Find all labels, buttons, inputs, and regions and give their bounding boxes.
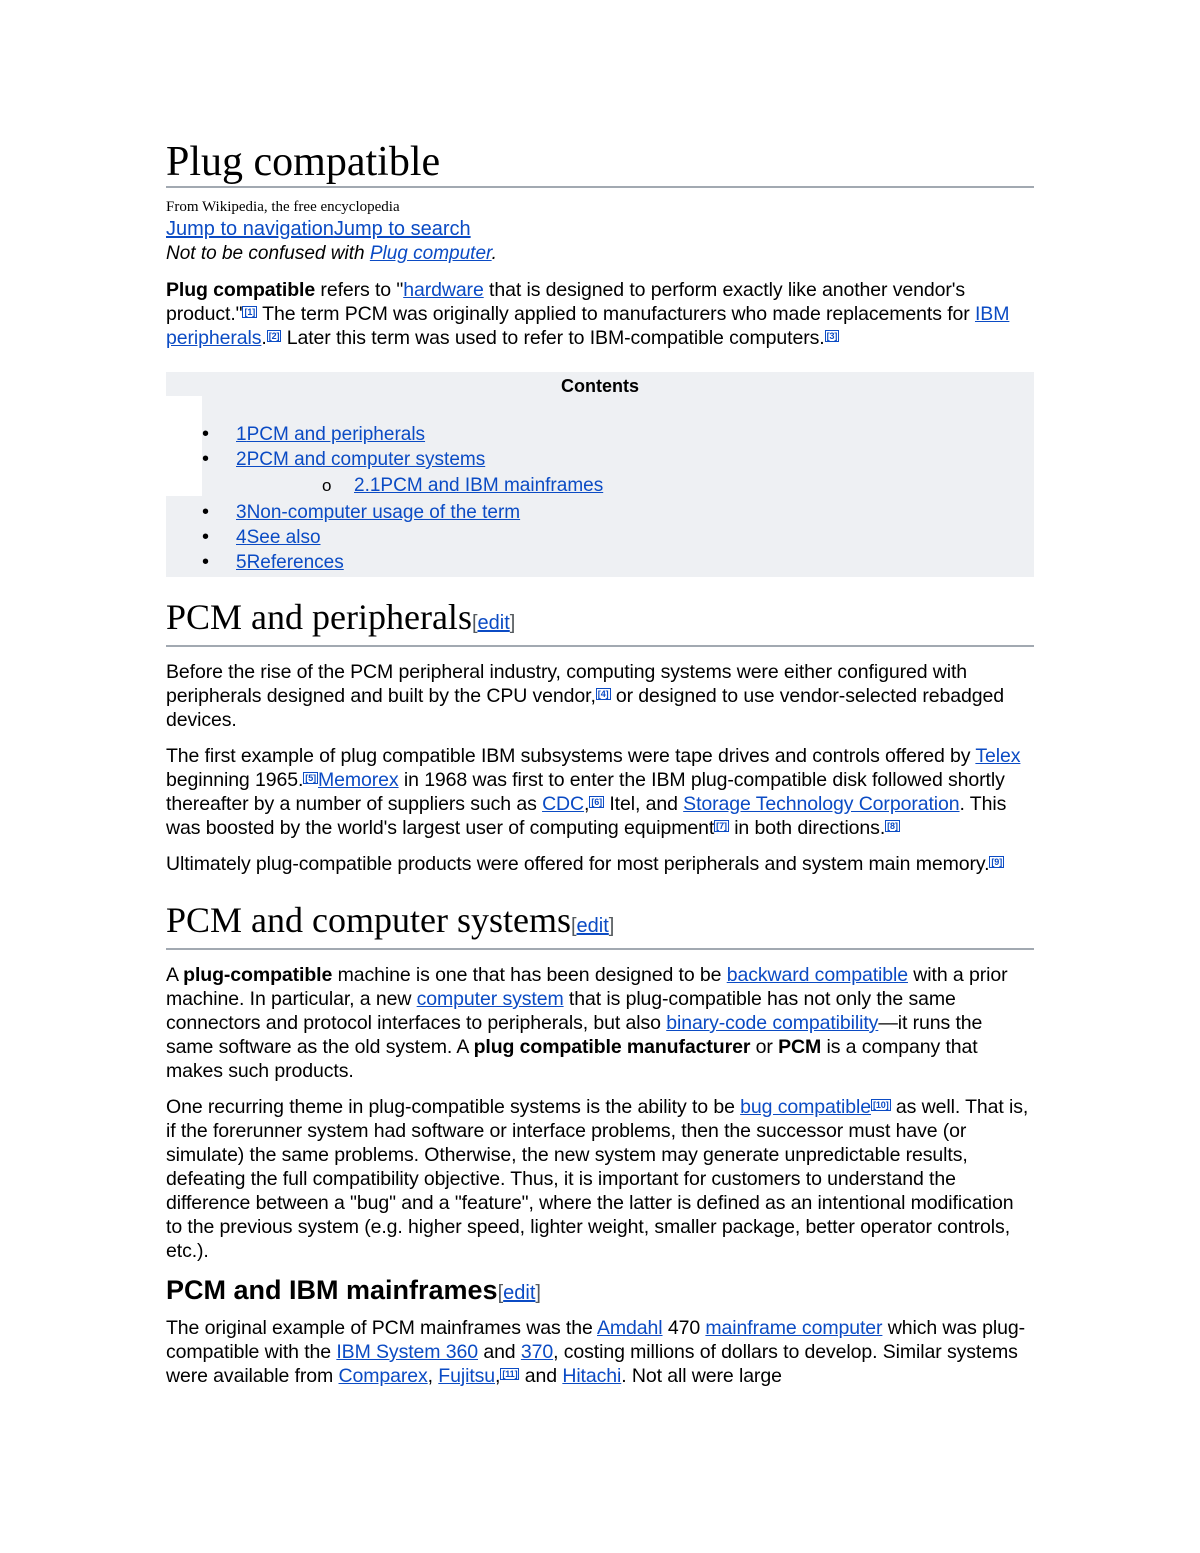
citation-label: [1] — [244, 307, 256, 317]
citation-4[interactable] — [596, 689, 611, 699]
text: or — [750, 1036, 779, 1058]
toc-number: 3 — [236, 502, 247, 523]
telex-link[interactable]: Telex — [975, 745, 1021, 767]
text: A — [166, 964, 184, 986]
mainframe-computer-link[interactable]: mainframe computer — [705, 1317, 883, 1339]
text: and — [519, 1365, 563, 1387]
cdc-link[interactable]: CDC — [542, 793, 585, 815]
toc-item-4 — [166, 525, 1034, 550]
jump-links — [166, 216, 1034, 242]
text: , costing millions of dollars to develop. Similar systems were available from — [166, 1341, 1018, 1387]
toc-link-ibm-mainframes[interactable] — [354, 475, 603, 496]
plug-computer-link[interactable]: Plug computer — [369, 243, 492, 264]
table-of-contents — [166, 372, 1034, 577]
binary-code-compatibility-link[interactable]: binary-code compatibility — [666, 1012, 879, 1034]
text: is a company that makes such products. — [166, 1036, 978, 1082]
text: as well. That is, if the forerunner system had software or interface problems, then the successor must have (or simulate) the same problems. Otherwise, the new system may generate unpredictable results, defeating the full compatibility objective. Thus, it is important for customers to understand the difference between a "bug" and a "feature", where the latter is defined as an intentional modification to the previous system (e.g. higher speed, lighter weight, smaller package, better operator controls, etc.). — [166, 1096, 1029, 1262]
toc-link-non-computer-usage[interactable] — [236, 502, 520, 523]
toc-label: PCM and IBM mainframes — [380, 475, 604, 496]
edit-section-link[interactable]: [edit] — [497, 1282, 541, 1304]
text: that is designed to perform exactly like another vendor's product." — [166, 279, 966, 325]
text: Before the rise of the PCM peripheral industry, computing systems were either configured with peripherals designed and built by the CPU vendor, — [166, 661, 968, 707]
paragraph — [166, 1095, 1034, 1263]
citation-label: [2] — [268, 331, 280, 341]
bold-term: plug-compatible — [183, 964, 333, 986]
text: The term PCM was originally applied to manufacturers who made replacements for — [257, 303, 975, 325]
system-370-link[interactable]: 370 — [520, 1341, 554, 1363]
hatnote-text: Not to be confused with — [166, 243, 370, 264]
citation-label: [4] — [597, 689, 609, 699]
paragraph — [166, 744, 1034, 840]
ibm-link[interactable]: IBM — [974, 303, 1010, 325]
edit-link[interactable]: edit — [503, 1282, 536, 1304]
citation-label: [6] — [591, 797, 603, 807]
citation-11[interactable] — [500, 1369, 519, 1379]
text: refers to " — [315, 279, 404, 301]
section-heading-pcm-peripherals — [166, 595, 1034, 645]
toc-label: PCM and computer systems — [246, 449, 486, 470]
toc-number: 4 — [236, 527, 247, 548]
toc-heading: Contents — [561, 376, 639, 396]
toc-item-3 — [166, 500, 1034, 525]
circle-bullet-icon: o — [322, 476, 332, 495]
bullet-icon: • — [202, 448, 210, 470]
citation-10[interactable] — [871, 1100, 891, 1110]
toc-link-pcm-computer-systems[interactable] — [236, 449, 485, 470]
bold-term: PCM — [778, 1036, 822, 1058]
computer-system-link[interactable]: computer system — [416, 988, 564, 1010]
bullet-icon: • — [202, 423, 210, 445]
paragraph — [166, 660, 1034, 732]
intro-paragraph — [166, 278, 1034, 350]
toc-label: See also — [246, 527, 321, 548]
toc-number: 2.1 — [354, 475, 381, 496]
heading-text: PCM and peripherals — [166, 597, 472, 637]
text: . Not all were large — [621, 1365, 782, 1387]
paragraph — [166, 852, 1034, 876]
toc-item-2-1 — [166, 473, 1034, 498]
edit-section-link[interactable]: [edit] — [570, 915, 615, 937]
comparex-link[interactable]: Comparex — [338, 1365, 428, 1387]
bullet-icon: • — [202, 501, 210, 523]
text: and — [478, 1341, 521, 1363]
citation-7[interactable] — [714, 821, 729, 831]
text: . — [261, 327, 267, 349]
peripherals-link[interactable]: peripherals — [166, 327, 262, 349]
citation-label: [8] — [887, 821, 898, 831]
citation-label: [9] — [991, 857, 1003, 867]
citation-6[interactable] — [589, 797, 604, 807]
toc-label: PCM and peripherals — [246, 424, 426, 445]
citation-label: [11] — [502, 1369, 518, 1379]
text: Ultimately plug-compatible products were offered for most peripherals and system main memory. — [166, 853, 990, 875]
ibm-system-360-link[interactable]: IBM System 360 — [336, 1341, 478, 1363]
edit-section-link[interactable]: [edit] — [471, 612, 516, 634]
text: One recurring theme in plug-compatible systems is the ability to be — [166, 1096, 741, 1118]
text: which was plug-compatible with the — [166, 1317, 1025, 1363]
text: The original example of PCM mainframes was the — [166, 1317, 597, 1339]
citation-label: [5] — [305, 773, 316, 783]
citation-8[interactable] — [885, 821, 900, 831]
citation-1[interactable] — [242, 307, 257, 317]
text: Later this term was used to refer to IBM-compatible computers. — [281, 327, 825, 349]
paragraph — [166, 1316, 1034, 1388]
hatnote-suffix: . — [491, 243, 497, 264]
paragraph — [166, 963, 1034, 1083]
text: , — [427, 1365, 439, 1387]
toc-number: 2 — [236, 449, 247, 470]
text: 470 — [662, 1317, 706, 1339]
citation-label: [7] — [716, 821, 727, 831]
text: The first example of plug compatible IBM subsystems were tape drives and controls offered by — [166, 745, 976, 767]
toc-link-see-also[interactable] — [236, 527, 321, 548]
citation-2[interactable] — [267, 331, 282, 341]
toc-label: References — [246, 552, 344, 573]
amdahl-link[interactable]: Amdahl — [597, 1317, 663, 1339]
citation-5[interactable] — [303, 773, 318, 783]
subsection-heading-ibm-mainframes — [166, 1273, 1034, 1310]
citation-label: [10] — [873, 1100, 889, 1110]
bullet-icon: • — [202, 526, 210, 548]
bullet-icon: • — [202, 551, 210, 573]
intro-bold-term: Plug compatible — [166, 279, 316, 301]
bug-compatible-link[interactable]: bug compatible — [740, 1096, 871, 1118]
jump-to-navigation-link[interactable]: Jump to navigation — [166, 218, 334, 240]
toc-link-references[interactable] — [236, 552, 344, 573]
toc-number: 5 — [236, 552, 247, 573]
section-divider — [166, 948, 1034, 950]
fujitsu-link[interactable]: Fujitsu — [438, 1365, 496, 1387]
text: beginning 1965. — [166, 769, 304, 791]
jump-to-search-link[interactable]: Jump to search — [333, 218, 471, 240]
hardware-link[interactable]: hardware — [403, 279, 484, 301]
toc-number: 1 — [236, 424, 247, 445]
citation-label: [3] — [826, 331, 838, 341]
text: Itel, and — [604, 793, 684, 815]
edit-link[interactable]: edit — [477, 612, 510, 634]
text: with a prior machine. In particular, a new — [166, 964, 1008, 1010]
title-divider — [166, 186, 1034, 188]
text: machine is one that has been designed to be — [332, 964, 727, 986]
toc-item-5 — [166, 550, 1034, 575]
toc-label: Non-computer usage of the term — [246, 502, 521, 523]
text: that is plug-compatible has not only the same connectors and protocol interfaces to peripherals, but also — [166, 988, 956, 1034]
text: or designed to use vendor-selected rebadged devices. — [166, 685, 1004, 731]
text: . This was boosted by the world's largest user of computing equipment — [166, 793, 1007, 839]
page-title: Plug compatible — [166, 139, 441, 185]
hatnote — [166, 242, 1034, 266]
text: , — [495, 1365, 501, 1387]
heading-text: PCM and computer systems — [166, 900, 571, 940]
heading-text: PCM and IBM mainframes — [166, 1275, 498, 1305]
citation-3[interactable] — [825, 331, 840, 341]
site-subtitle: From Wikipedia, the free encyclopedia — [166, 199, 400, 215]
memorex-link[interactable]: Memorex — [318, 769, 399, 791]
toc-item-1 — [166, 422, 1034, 447]
section-heading-pcm-computer-systems — [166, 898, 1034, 948]
text: in both directions. — [728, 817, 886, 839]
text: —it runs the same software as the old system. A — [166, 1012, 983, 1058]
text: , — [584, 793, 590, 815]
bold-term: plug compatible manufacturer — [473, 1036, 751, 1058]
hitachi-link[interactable]: Hitachi — [562, 1365, 622, 1387]
backward-compatible-link[interactable]: backward compatible — [726, 964, 908, 986]
toc-item-2 — [166, 447, 1034, 472]
edit-link[interactable]: edit — [576, 915, 609, 937]
text: in 1968 was first to enter the IBM plug-compatible disk followed shortly thereafter by a number of suppliers such as — [166, 769, 1005, 815]
citation-9[interactable] — [989, 857, 1004, 867]
toc-link-pcm-peripherals[interactable] — [236, 424, 425, 445]
storage-technology-link[interactable]: Storage Technology Corporation — [683, 793, 960, 815]
article — [166, 138, 1034, 1388]
section-divider — [166, 645, 1034, 647]
toc-list — [166, 422, 1034, 575]
